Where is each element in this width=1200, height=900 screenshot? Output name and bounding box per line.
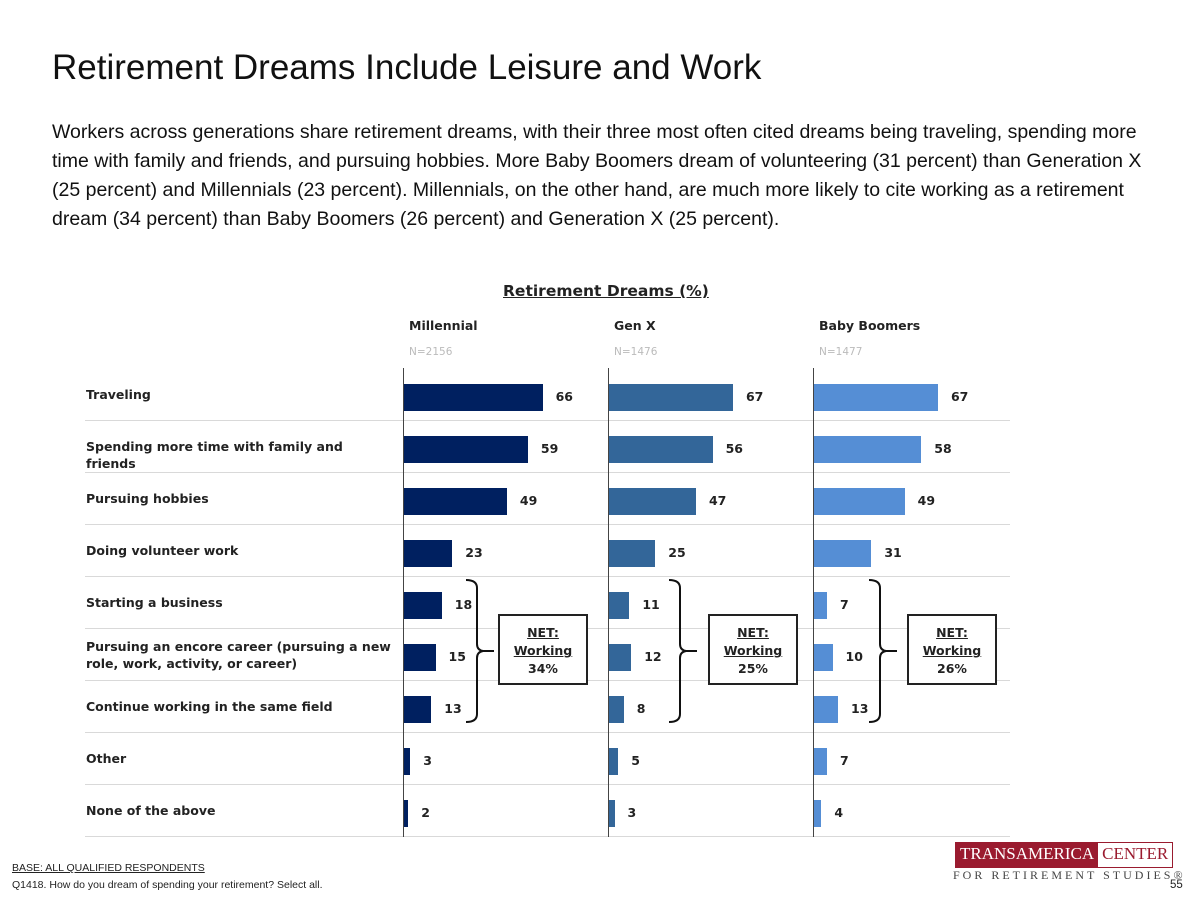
net-net-label: NET: [936,625,968,640]
data-label: 10 [845,649,863,664]
bar [404,436,528,463]
net-net-label: NET: [527,625,559,640]
bar [814,592,827,619]
data-label: 25 [668,545,686,560]
bar [609,748,618,775]
net-net-sub: Working [723,643,783,658]
gridline [85,472,1010,473]
bar [814,436,921,463]
net-net-sub: Working [513,643,573,658]
bar [814,696,838,723]
logo-subtext: FOR RETIREMENT STUDIES® [953,868,1186,882]
bar [609,540,655,567]
data-label: 2 [421,805,430,820]
bar [609,384,733,411]
bar [609,696,624,723]
category-label: Pursuing an encore career (pursuing a new role, work, activity, or career) [86,639,391,671]
net-net-sub: Working [922,643,982,658]
gridline [85,784,1010,785]
series-n: N=1477 [819,346,863,358]
data-label: 7 [839,597,849,612]
series-label: Millennial [409,318,478,333]
bar [609,592,629,619]
data-label: 7 [839,753,849,768]
net-net-value: 25% [738,661,768,676]
data-label: 13 [851,701,869,716]
data-label: 23 [465,545,483,560]
data-label: 3 [627,805,637,820]
bar [404,384,543,411]
data-label: 67 [745,389,764,404]
bar [404,540,452,567]
bar [814,540,871,567]
series-label: Gen X [614,318,656,333]
logo [955,842,1173,868]
data-label: 12 [644,649,662,664]
bar [404,800,408,827]
data-label: 13 [444,701,462,716]
series-n: N=2156 [409,346,453,358]
bar [814,644,833,671]
data-label: 3 [423,753,432,768]
bar [609,488,696,515]
category-label: Traveling [86,387,151,402]
data-label: 47 [708,493,727,508]
data-label: 5 [631,753,640,768]
category-label: Doing volunteer work [86,543,239,558]
gridline [85,524,1010,525]
net-net-value: 26% [937,661,967,676]
page-number: 55 [1170,879,1183,891]
series-n: N=1476 [614,346,658,358]
bar [404,696,431,723]
data-label: 49 [917,493,936,508]
logo-text-a: TRANSAMERICA [956,843,1098,867]
series-label: Baby Boomers [819,318,921,333]
bar [814,384,938,411]
category-label: Other [86,751,127,766]
bar [814,800,821,827]
gridline [85,732,1010,733]
data-label: 67 [950,389,969,404]
bracket-icon [465,578,495,724]
category-label: Pursuing hobbies [86,491,209,506]
bar [609,800,615,827]
data-label: 66 [555,389,573,404]
net-net-value: 34% [528,661,558,676]
subtitle: Workers across generations share retirement dreams, with their three most often cited dreams being traveling, spending more time with family and friends, and pursuing hobbies. More Baby Boomers dream of volunteering (31 percent) than Generation X (25 percent) and Millennials (23 percent). Millennials, on the other hand, are much more likely to cite working as a retirement dream (34 percent) than Baby Boomers (26 percent) and Generation X (25 percent). [52,121,1142,230]
net-working-box [907,614,997,685]
category-label: Continue working in the same field [86,699,333,714]
bar [404,592,442,619]
page-title: Retirement Dreams Include Leisure and Work [52,48,762,87]
data-label: 59 [540,441,559,456]
base-note: BASE: ALL QUALIFIED RESPONDENTS [12,862,205,874]
category-label: Starting a business [86,595,223,610]
gridline [85,420,1010,421]
data-label: 31 [884,545,902,560]
bar [609,436,713,463]
bar [404,644,436,671]
data-label: 18 [454,597,473,612]
category-label: None of the above [86,803,216,818]
data-label: 11 [642,597,660,612]
logo-text-b: CENTER [1098,843,1172,867]
data-label: 8 [636,701,646,716]
net-working-box [708,614,798,685]
data-label: 4 [834,805,844,820]
bar [814,488,905,515]
bar [814,748,827,775]
net-net-label: NET: [737,625,769,640]
bracket-icon [668,578,698,724]
data-label: 15 [448,649,466,664]
category-label: Spending more time with family and friends [86,439,343,471]
bar [404,748,410,775]
data-label: 49 [519,493,538,508]
gridline [85,836,1010,837]
data-label: 58 [934,441,952,456]
bar [609,644,631,671]
bar [404,488,507,515]
question-note: Q1418. How do you dream of spending your retirement? Select all. [12,879,323,891]
net-working-box [498,614,588,685]
gridline [85,576,1010,577]
chart-title: Retirement Dreams (%) [503,282,709,300]
data-label: 56 [725,441,743,456]
bracket-icon [868,578,898,724]
